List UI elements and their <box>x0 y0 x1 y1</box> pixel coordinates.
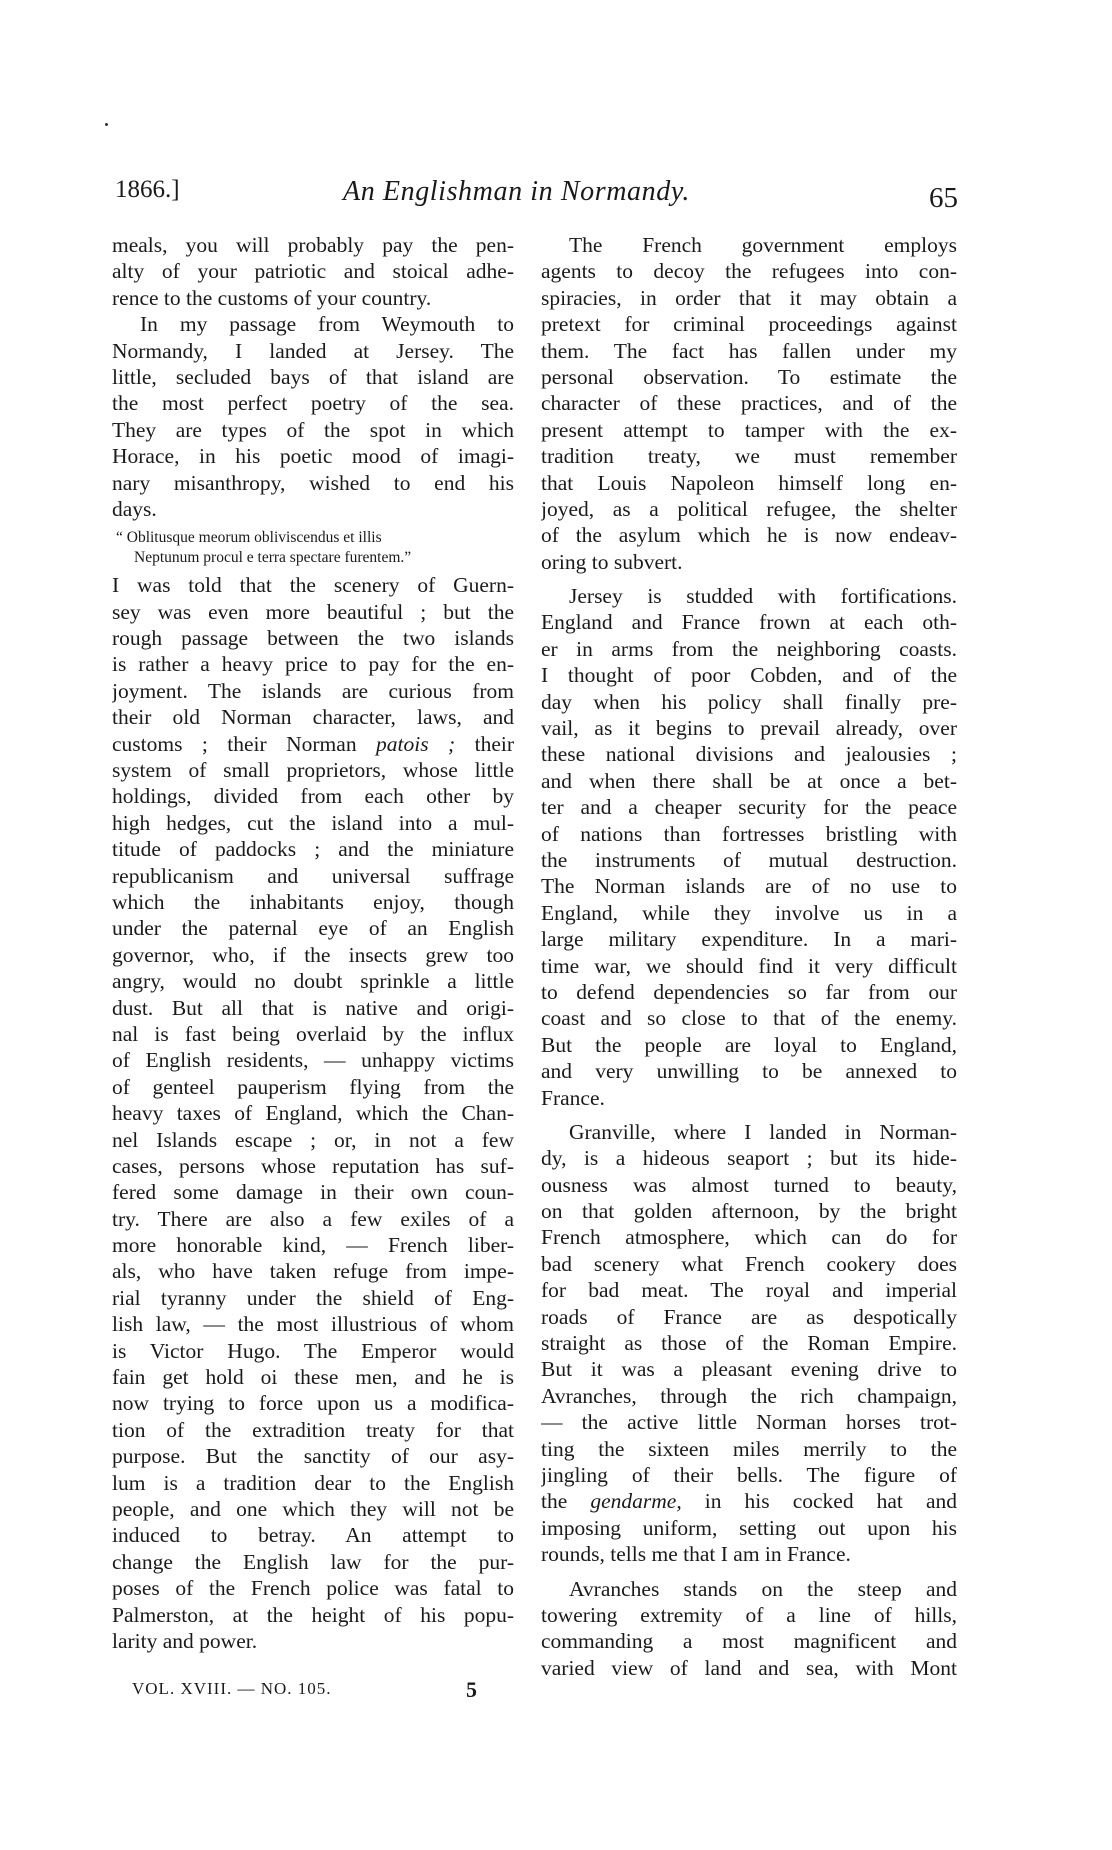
text-line: present attempt to tamper with the ex- <box>541 417 957 442</box>
print-speck <box>105 123 108 126</box>
text-line: these national divisions and jealousies ; <box>541 742 957 767</box>
italic-word-patois: patois ; <box>376 731 456 756</box>
left-column <box>112 232 514 1654</box>
text-line: angry, would no doubt sprinkle a little <box>112 969 514 994</box>
text-line: holdings, divided from each other by <box>112 784 514 809</box>
text-line: the instruments of mutual destruction. <box>541 847 957 872</box>
text-line: ter and a cheaper security for the peace <box>541 795 957 820</box>
text-line: alty of your patriotic and stoical adhe- <box>112 259 514 284</box>
text-line: joyed, as a political refugee, the shelter <box>541 496 957 521</box>
text-line: them. The fact has fallen under my <box>541 338 957 363</box>
text-line: England and France frown at each oth- <box>541 610 957 635</box>
text-line: under the paternal eye of an English <box>112 916 514 941</box>
paragraph <box>112 232 514 311</box>
text-line: republicanism and universal suffrage <box>112 863 514 888</box>
text-line: rence to the customs of your country. <box>112 285 432 310</box>
text-line: er in arms from the neighboring coasts. <box>541 636 957 661</box>
text-line: agents to decoy the refugees into con- <box>541 259 957 284</box>
text-line: fain get hold oi these men, and he is <box>112 1365 514 1390</box>
paragraph-gap <box>541 575 957 583</box>
text-line: and when there shall be at once a bet- <box>541 768 957 793</box>
text-line: joyment. The islands are curious from <box>112 678 514 703</box>
text-line: their old Norman character, laws, and <box>112 705 514 730</box>
text-line: day when his policy shall finally pre- <box>541 689 957 714</box>
text-line: — the active little Norman horses trot- <box>541 1410 957 1435</box>
text-line: But it was a pleasant evening drive to <box>541 1357 957 1382</box>
italic-word-gendarme: gendarme, <box>590 1489 682 1514</box>
text-line: of nations than fortresses bristling with <box>541 821 957 846</box>
text-line: nal is fast being overlaid by the influx <box>112 1021 514 1046</box>
text-line: to defend dependencies so far from our <box>541 979 957 1004</box>
text-line: Normandy, I landed at Jersey. The <box>112 338 514 363</box>
text-line: now trying to force upon us a modifica- <box>112 1391 514 1416</box>
text-line: commanding a most magnificent and <box>541 1629 957 1654</box>
text-line: straight as those of the Roman Empire. <box>541 1331 957 1356</box>
text-line: But the people are loyal to England, <box>541 1032 957 1057</box>
text-line: Palmerston, at the height of his popu- <box>112 1602 514 1627</box>
text-line: lish law, — the most illustrious of whom <box>112 1312 514 1337</box>
text-line: of genteel pauperism flying from the <box>112 1074 514 1099</box>
text-line: people, and one which they will not be <box>112 1496 514 1521</box>
text-line: rounds, tells me that I am in France. <box>541 1542 851 1567</box>
text-line: governor, who, if the insects grew too <box>112 942 514 967</box>
text-line: spiracies, in order that it may obtain a <box>541 285 957 310</box>
paragraph <box>541 583 957 1111</box>
text-line: dust. But all that is native and origi- <box>112 995 514 1020</box>
text-line: days. <box>112 496 157 521</box>
page-number: 65 <box>929 182 958 214</box>
text-line: tion of the extradition treaty for that <box>112 1417 514 1442</box>
text-line: Avranches, through the rich champaign, <box>541 1383 957 1408</box>
text-span: the <box>541 1489 568 1514</box>
text-line-with-italic <box>541 1488 957 1514</box>
running-head-title: An Englishman in Normandy. <box>343 176 690 207</box>
paragraph <box>541 1576 957 1682</box>
text-line: titude of paddocks ; and the miniature <box>112 837 514 862</box>
text-line: meals, you will probably pay the pen- <box>112 233 514 257</box>
text-line: dy, is a hideous seaport ; but its hide- <box>541 1146 957 1171</box>
text-line: purpose. But the sanctity of our asy- <box>112 1444 514 1469</box>
text-line: In my passage from Weymouth to <box>140 312 514 337</box>
paragraph <box>541 1119 957 1568</box>
text-line: ting the sixteen miles merrily to the <box>541 1436 957 1461</box>
text-line: imposing uniform, setting out upon his <box>541 1515 957 1540</box>
text-line: is Victor Hugo. The Emperor would <box>112 1338 514 1363</box>
text-line: larity and power. <box>112 1628 258 1653</box>
text-line: is rather a heavy price to pay for the en- <box>112 652 514 677</box>
text-span: customs ; their Norman <box>112 731 357 756</box>
text-line: vail, as it begins to prevail already, over <box>541 716 957 741</box>
text-line: for bad meat. The royal and imperial <box>541 1278 957 1303</box>
running-head-year: 1866.] <box>115 176 180 203</box>
paragraph-gap <box>541 1111 957 1119</box>
latin-quotation <box>112 528 514 568</box>
text-line: tradition treaty, we must remember <box>541 444 957 469</box>
text-line: cases, persons whose reputation has suf- <box>112 1153 514 1178</box>
text-line: oring to subvert. <box>541 549 683 574</box>
text-line: nary misanthropy, wished to end his <box>112 470 514 495</box>
text-line: poses of the French police was fatal to <box>112 1576 514 1601</box>
text-line: I was told that the scenery of Guern- <box>112 573 514 598</box>
quote-line: “ Oblitusque meorum obliviscendus et illis <box>116 529 382 547</box>
text-span: in his cocked hat and <box>681 1489 957 1514</box>
text-line: rial tyranny under the shield of Eng- <box>112 1285 514 1310</box>
text-line: Jersey is studded with fortifications. <box>569 584 957 609</box>
text-line: coast and so close to that of the enemy. <box>541 1006 957 1031</box>
text-line: sey was even more beautiful ; but the <box>112 599 514 624</box>
text-line: French atmosphere, which can do for <box>541 1225 957 1250</box>
volume-signature: VOL. XVIII. — NO. 105. <box>132 1679 332 1698</box>
text-line: little, secluded bays of that island are <box>112 364 514 389</box>
text-line: on that golden afternoon, by the bright <box>541 1199 957 1224</box>
text-line: als, who have taken refuge from impe- <box>112 1259 514 1284</box>
text-line: of English residents, — unhappy victims <box>112 1048 514 1073</box>
text-line: The Norman islands are of no use to <box>541 874 957 899</box>
text-line: Avranches stands on the steep and <box>569 1576 957 1601</box>
text-line: the most perfect poetry of the sea. <box>112 391 514 416</box>
text-line: time war, we should find it very difficult <box>541 953 957 978</box>
text-line: heavy taxes of England, which the Chan- <box>112 1101 514 1126</box>
text-line-with-italic <box>112 731 514 757</box>
text-line: towering extremity of a line of hills, <box>541 1602 957 1627</box>
paragraph <box>541 232 957 575</box>
right-column <box>541 232 957 1681</box>
text-line: bad scenery what French cookery does <box>541 1251 957 1276</box>
text-line: high hedges, cut the island into a mul- <box>112 810 514 835</box>
text-line: nel Islands escape ; or, in not a few <box>112 1127 514 1152</box>
text-line: I thought of poor Cobden, and of the <box>541 663 957 688</box>
text-line: ousness was almost turned to beauty, <box>541 1172 957 1197</box>
text-line: character of these practices, and of the <box>541 391 957 416</box>
text-line: that Louis Napoleon himself long en- <box>541 470 957 495</box>
text-line: try. There are also a few exiles of a <box>112 1206 514 1231</box>
text-line: roads of France are as despotically <box>541 1304 957 1329</box>
text-line: of the asylum which he is now endeav- <box>541 523 957 548</box>
paragraph <box>112 311 514 522</box>
quote-line: Neptunum procul e terra spectare furentem.” <box>134 549 412 567</box>
text-line: change the English law for the pur- <box>112 1549 514 1574</box>
text-line: varied view of land and sea, with Mont <box>541 1655 957 1680</box>
text-line: induced to betray. An attempt to <box>112 1523 514 1548</box>
running-head <box>112 172 958 212</box>
text-line: They are types of the spot in which <box>112 417 514 442</box>
text-line: which the inhabitants enjoy, though <box>112 889 514 914</box>
text-line: pretext for criminal proceedings against <box>541 312 957 337</box>
signature-mark: 5 <box>466 1677 477 1702</box>
paragraph <box>112 572 514 1654</box>
text-line: and very unwilling to be annexed to <box>541 1059 957 1084</box>
text-line: rough passage between the two islands <box>112 626 514 651</box>
text-line: personal observation. To estimate the <box>541 364 957 389</box>
text-line: Horace, in his poetic mood of imagi- <box>112 444 514 469</box>
paragraph-gap <box>541 1568 957 1576</box>
text-line: lum is a tradition dear to the English <box>112 1470 514 1495</box>
text-line: system of small proprietors, whose little <box>112 758 514 783</box>
text-line: large military expenditure. In a mari- <box>541 927 957 952</box>
text-line: The French government employs <box>569 233 957 257</box>
text-line: fered some damage in their own coun- <box>112 1180 514 1205</box>
text-span: their <box>455 731 514 756</box>
text-line: England, while they involve us in a <box>541 900 957 925</box>
text-line: France. <box>541 1085 605 1110</box>
text-line: more honorable kind, — French liber- <box>112 1233 514 1258</box>
text-line: Granville, where I landed in Norman- <box>569 1119 957 1144</box>
text-line: jingling of their bells. The figure of <box>541 1462 957 1487</box>
